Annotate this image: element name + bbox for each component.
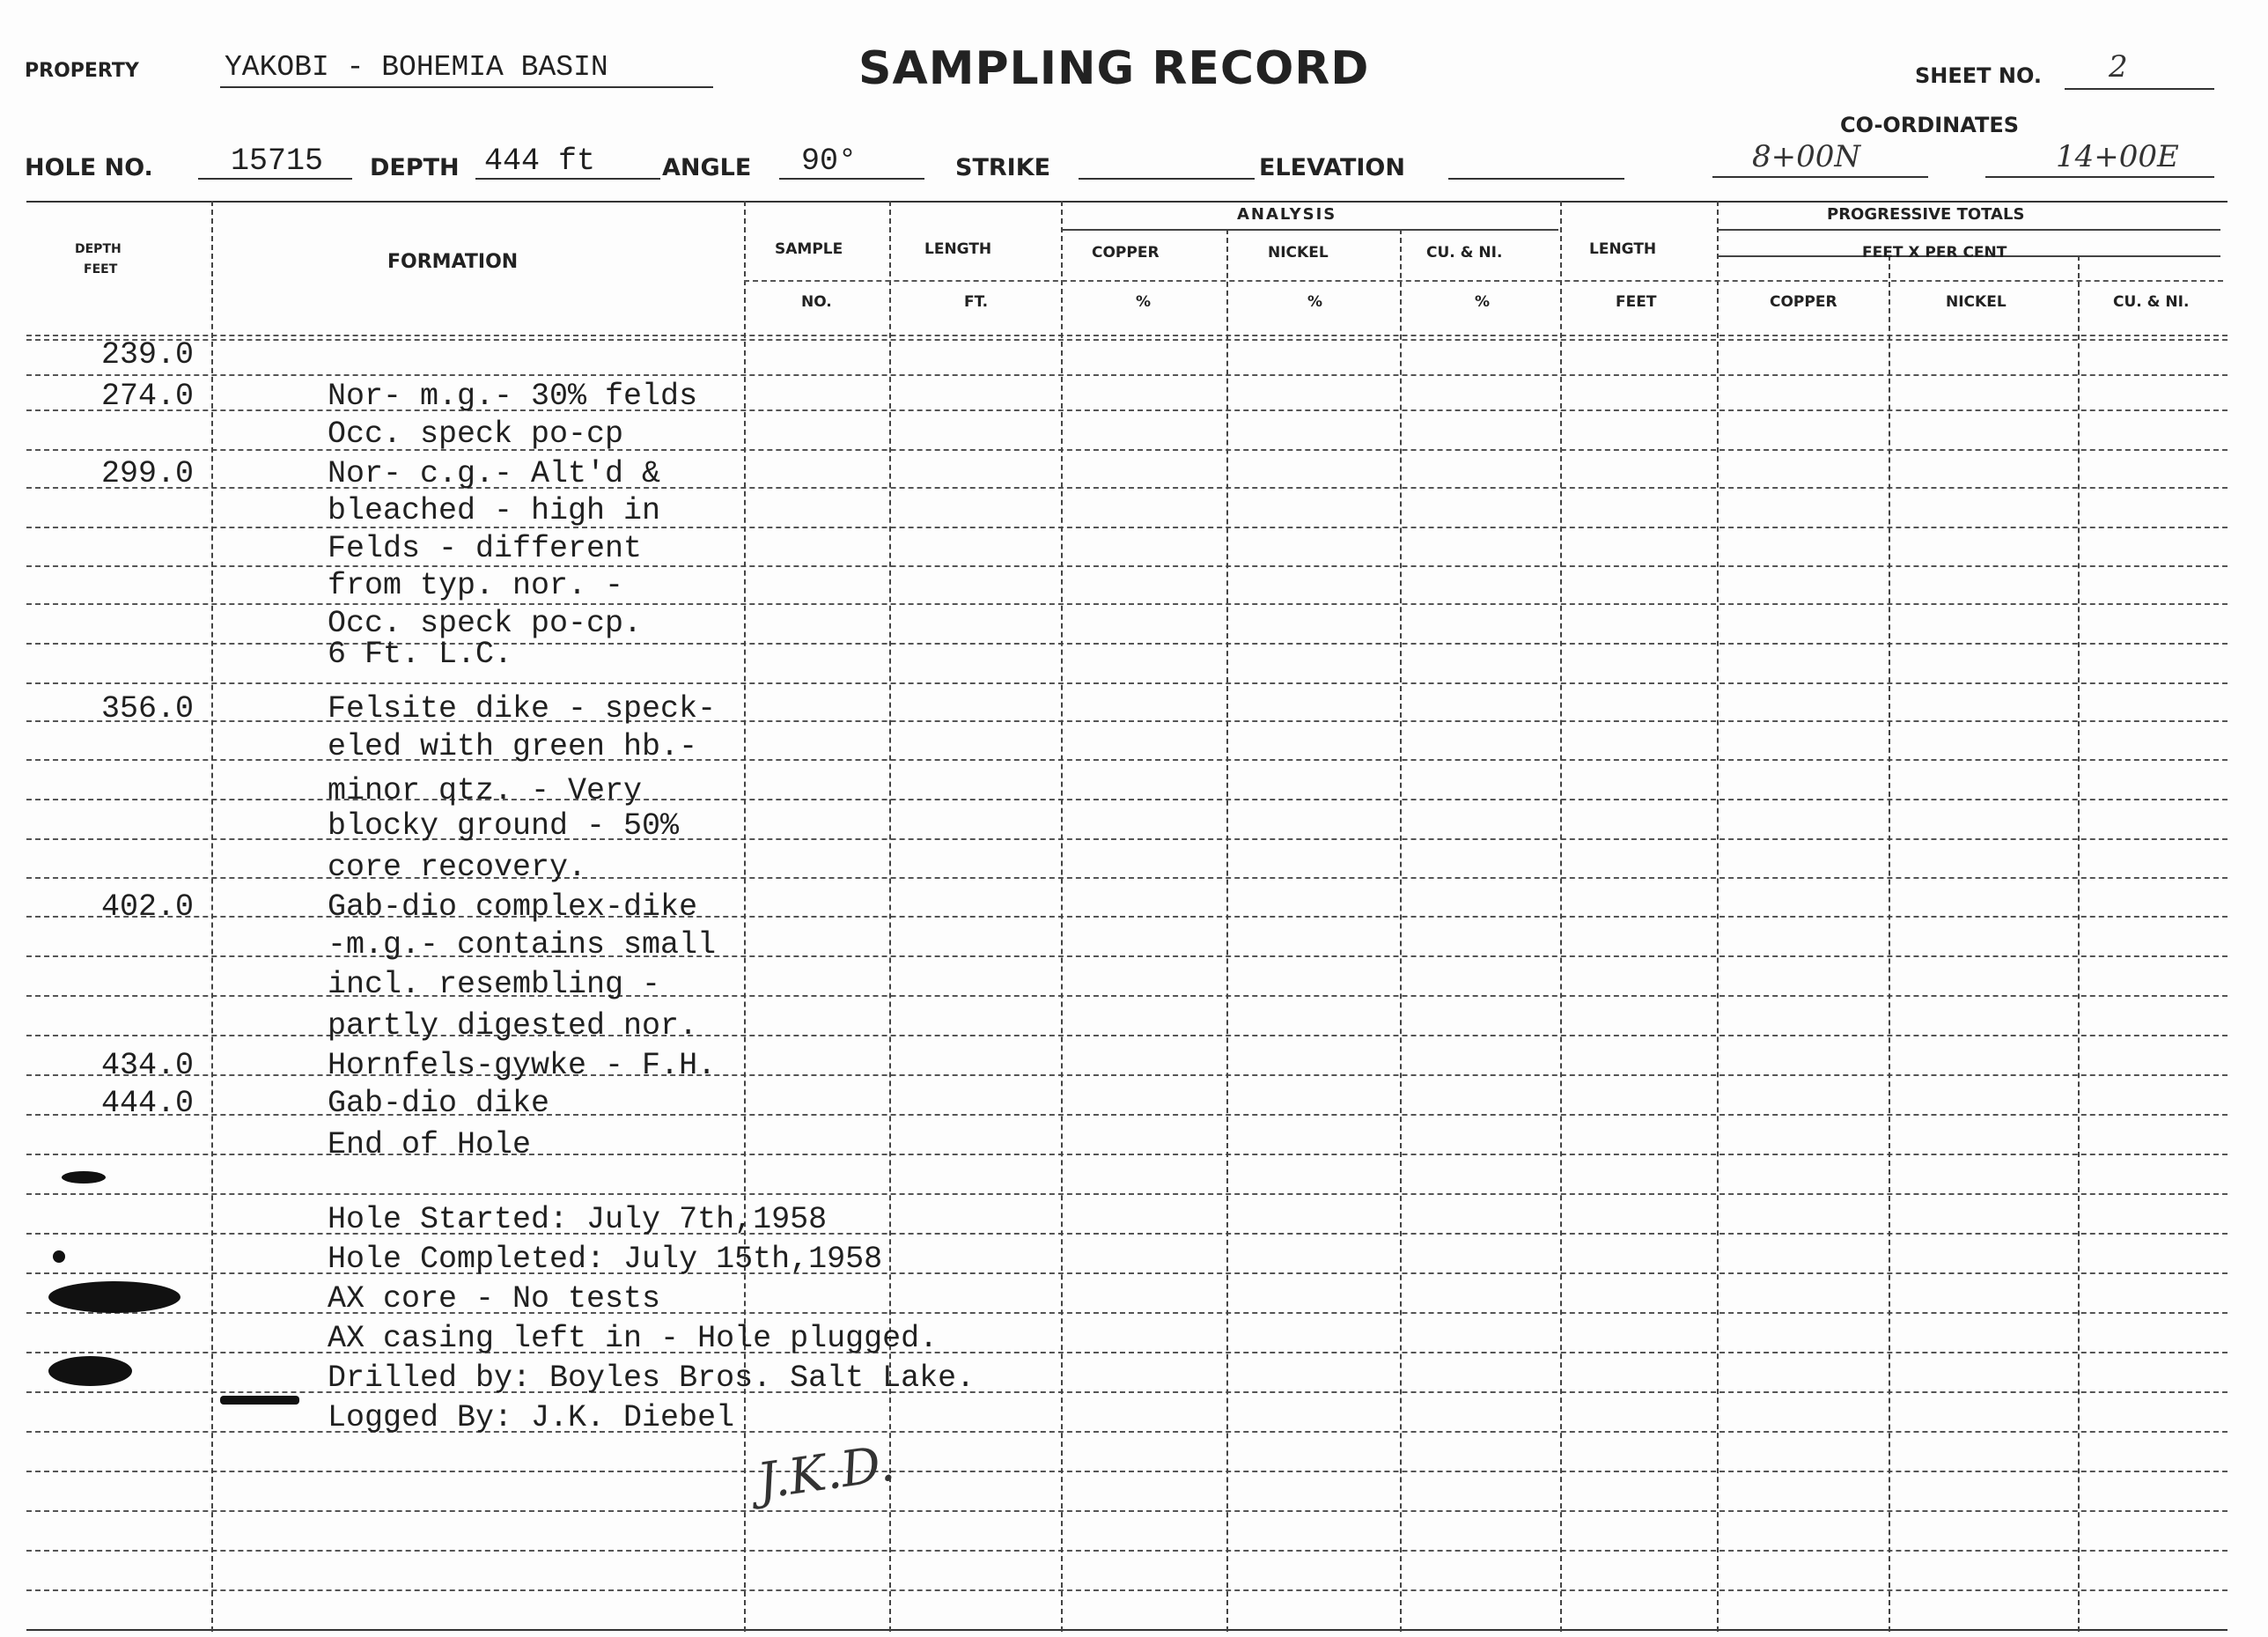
elevation-label: ELEVATION — [1259, 154, 1405, 181]
col-prog-nickel: NICKEL — [1946, 293, 2007, 311]
col-copper-pct: % — [1136, 293, 1152, 311]
depth-label: DEPTH — [370, 154, 460, 181]
signature-initials: J.K.D. — [754, 1434, 899, 1511]
ink-blot — [53, 1250, 65, 1263]
depth-entry: 444.0 — [100, 1086, 194, 1121]
note-drilled-by: Drilled by: Boyles Bros. Salt Lake. — [328, 1360, 976, 1396]
col-depth-feet: FEET — [84, 262, 118, 277]
col-analysis: ANALYSIS — [1237, 205, 1337, 224]
formation-line: Gab-dio complex-dike — [328, 889, 698, 925]
formation-line: 6 Ft. L.C. — [328, 637, 513, 672]
coordinate-north: 8+00N — [1752, 139, 1861, 174]
note-core: AX core - No tests — [328, 1281, 661, 1316]
formation-line: eled with green hb.- — [328, 729, 698, 764]
ink-blot — [220, 1396, 299, 1405]
formation-line: End of Hole — [328, 1127, 532, 1162]
formation-line: Gab-dio dike — [328, 1086, 550, 1121]
col-copper: COPPER — [1092, 244, 1160, 262]
formation-line: Felsite dike - speck- — [328, 691, 717, 726]
formation-line: Felds - different — [328, 531, 643, 566]
sheet-label: SHEET NO. — [1915, 63, 2042, 88]
ink-blot — [62, 1171, 106, 1184]
coordinate-east: 14+00E — [2056, 139, 2179, 174]
col-progressive-totals: PROGRESSIVE TOTALS — [1827, 205, 2025, 224]
col-sample: SAMPLE — [775, 240, 843, 258]
col-length-ft: FT. — [964, 293, 989, 311]
col-length2-feet: FEET — [1616, 293, 1657, 311]
hole-value: 15715 — [231, 144, 324, 179]
property-label: PROPERTY — [25, 60, 139, 82]
col-prog-copper: COPPER — [1770, 293, 1837, 311]
formation-line: incl. resembling - — [328, 967, 661, 1002]
strike-label: STRIKE — [955, 154, 1051, 181]
col-length2: LENGTH — [1589, 240, 1657, 258]
depth-entry: 356.0 — [100, 691, 194, 726]
formation-line: from typ. nor. - — [328, 568, 624, 603]
formation-line: Occ. speck po-cp. — [328, 606, 643, 641]
depth-entry: 274.0 — [100, 379, 194, 414]
col-nickel: NICKEL — [1268, 244, 1329, 262]
depth-entry: 402.0 — [100, 889, 194, 925]
sheet-value: 2 — [2109, 49, 2128, 85]
formation-line: bleached - high in — [328, 493, 661, 528]
ink-blot — [48, 1356, 132, 1386]
note-hole-started: Hole Started: July 7th,1958 — [328, 1202, 828, 1237]
formation-line: Hornfels-gywke - F.H. — [328, 1048, 717, 1083]
formation-line: Nor- m.g.- 30% felds — [328, 379, 698, 414]
col-nickel-pct: % — [1307, 293, 1323, 311]
formation-line: partly digested nor. — [328, 1008, 698, 1043]
depth-entry: 434.0 — [100, 1048, 194, 1083]
formation-line: -m.g.- contains small — [328, 927, 717, 962]
angle-label: ANGLE — [662, 154, 752, 181]
formation-line: blocky ground - 50% — [328, 808, 680, 844]
note-hole-completed: Hole Completed: July 15th,1958 — [328, 1242, 883, 1277]
formation-line: Nor- c.g.- Alt'd & — [328, 456, 661, 491]
col-cu-ni-pct: % — [1475, 293, 1491, 311]
col-length: LENGTH — [924, 240, 992, 258]
note-logged-by: Logged By: J.K. Diebel — [328, 1400, 735, 1435]
note-casing: AX casing left in - Hole plugged. — [328, 1321, 939, 1356]
formation-line: core recovery. — [328, 850, 587, 885]
col-formation: FORMATION — [387, 251, 519, 273]
ink-blot — [48, 1281, 180, 1313]
page-title: SAMPLING RECORD — [858, 42, 1370, 95]
col-prog-cu-ni: CU. & NI. — [2113, 293, 2190, 311]
col-depth: DEPTH — [75, 242, 122, 256]
angle-value: 90° — [801, 144, 858, 179]
formation-line: Occ. speck po-cp — [328, 417, 624, 452]
coordinates-label: CO-ORDINATES — [1840, 113, 2020, 137]
formation-line: minor qtz. - Very — [328, 773, 643, 808]
hole-label: HOLE NO. — [25, 154, 153, 181]
depth-entry: 299.0 — [100, 456, 194, 491]
depth-entry: 239.0 — [100, 337, 194, 372]
depth-value: 444 ft — [484, 144, 596, 179]
col-cu-ni: CU. & NI. — [1426, 244, 1503, 262]
col-sample-no: NO. — [801, 293, 832, 311]
col-feet-x-percent: FEET X PER CENT — [1862, 244, 2007, 262]
property-value: YAKOBI - BOHEMIA BASIN — [225, 51, 608, 84]
